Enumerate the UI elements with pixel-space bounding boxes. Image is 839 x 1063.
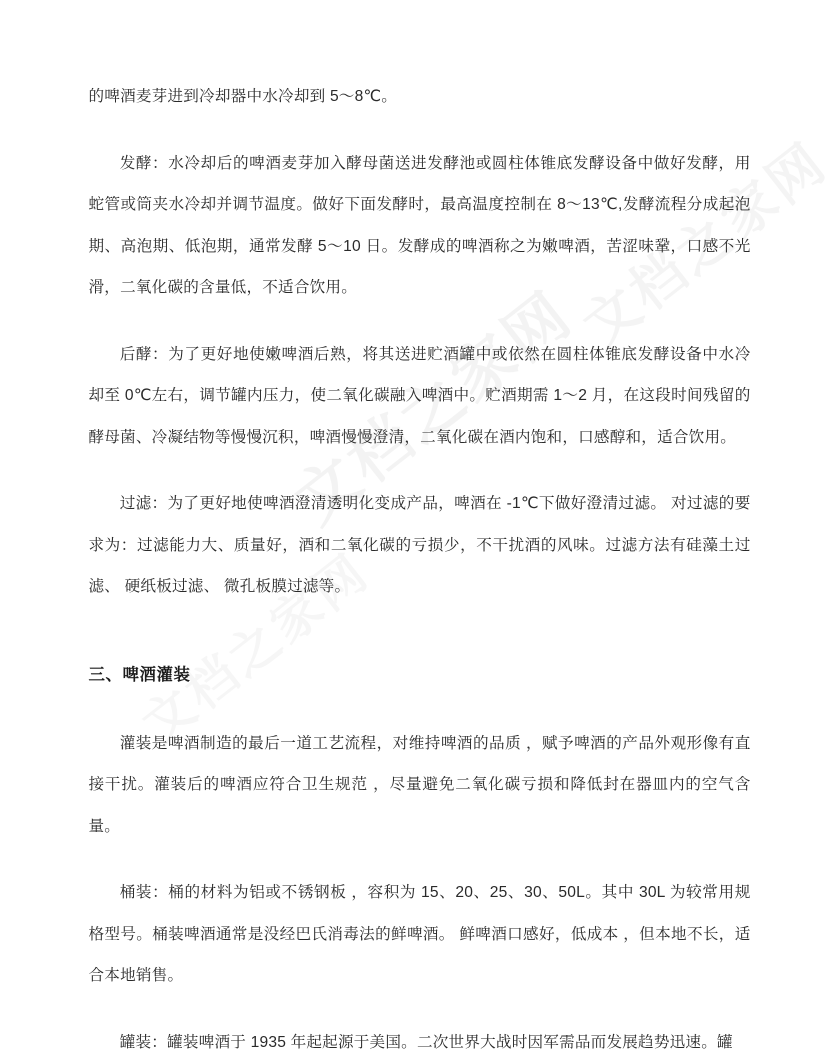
- section-heading-beer-filling: 三、啤酒灌装: [89, 608, 751, 695]
- paragraph-filling-intro: 灌装是啤酒制造的最后一道工艺流程，对维持啤酒的品质 ，赋予啤酒的产品外观形像有直接干扰。灌装后的啤酒应符合卫生规范 ，尽量避免二氧化碳亏损和降低封在器皿内的空气含量。: [89, 695, 751, 848]
- paragraph-cooling-continuation: 的啤酒麦芽进到冷却器中水冷却到 5～8℃。: [89, 0, 751, 118]
- document-content: [5, 0, 835, 1063]
- paragraph-keg-packaging: 桶装：桶的材料为铝或不锈钢板 ，容积为 15、20、25、30、50L。其中 30L 为较常用规格型号。桶装啤酒通常是没经巴氏消毒法的鲜啤酒。 鲜啤酒口感好，低成本 ，但本地不长，适合本地销售。: [89, 847, 751, 997]
- paragraph-filtration: 过滤：为了更好地使啤酒澄清透明化变成产品，啤酒在 -1℃下做好澄清过滤。 对过滤的要求为：过滤能力大、质量好，酒和二氧化碳的亏损少，不干扰酒的风味。过滤方法有硅藻土过滤、 硬纸板过滤、 微孔板膜过滤等。: [89, 458, 751, 608]
- paragraph-post-fermentation: 后酵：为了更好地使嫩啤酒后熟，将其送进贮酒罐中或依然在圆柱体锥底发酵设备中水冷却至 0℃左右，调节罐内压力，使二氧化碳融入啤酒中。贮酒期需 1～2 月，在这段时间残留的酵母菌、冷凝结物等慢慢沉积，啤酒慢慢澄清，二氧化碳在酒内饱和，口感醇和，适合饮用。: [89, 309, 751, 459]
- paragraph-fermentation: 发酵：水冷却后的啤酒麦芽加入酵母菌送进发酵池或圆柱体锥底发酵设备中做好发酵，用蛇管或筒夹水冷却并调节温度。做好下面发酵时，最高温度控制在 8～13℃,发酵流程分成起泡期、高泡期、低泡期，通常发酵 5～10 日。发酵成的啤酒称之为嫩啤酒，苦涩味鞏，口感不光滑，二氧化碳的含量低，不适合饮用。: [89, 118, 751, 309]
- document-page: [5, 0, 835, 986]
- paragraph-can-packaging: 罐装：罐装啤酒于 1935 年起起源于美国。二次世界大战时因军需品而发展趋势迅速。罐: [89, 997, 751, 1063]
